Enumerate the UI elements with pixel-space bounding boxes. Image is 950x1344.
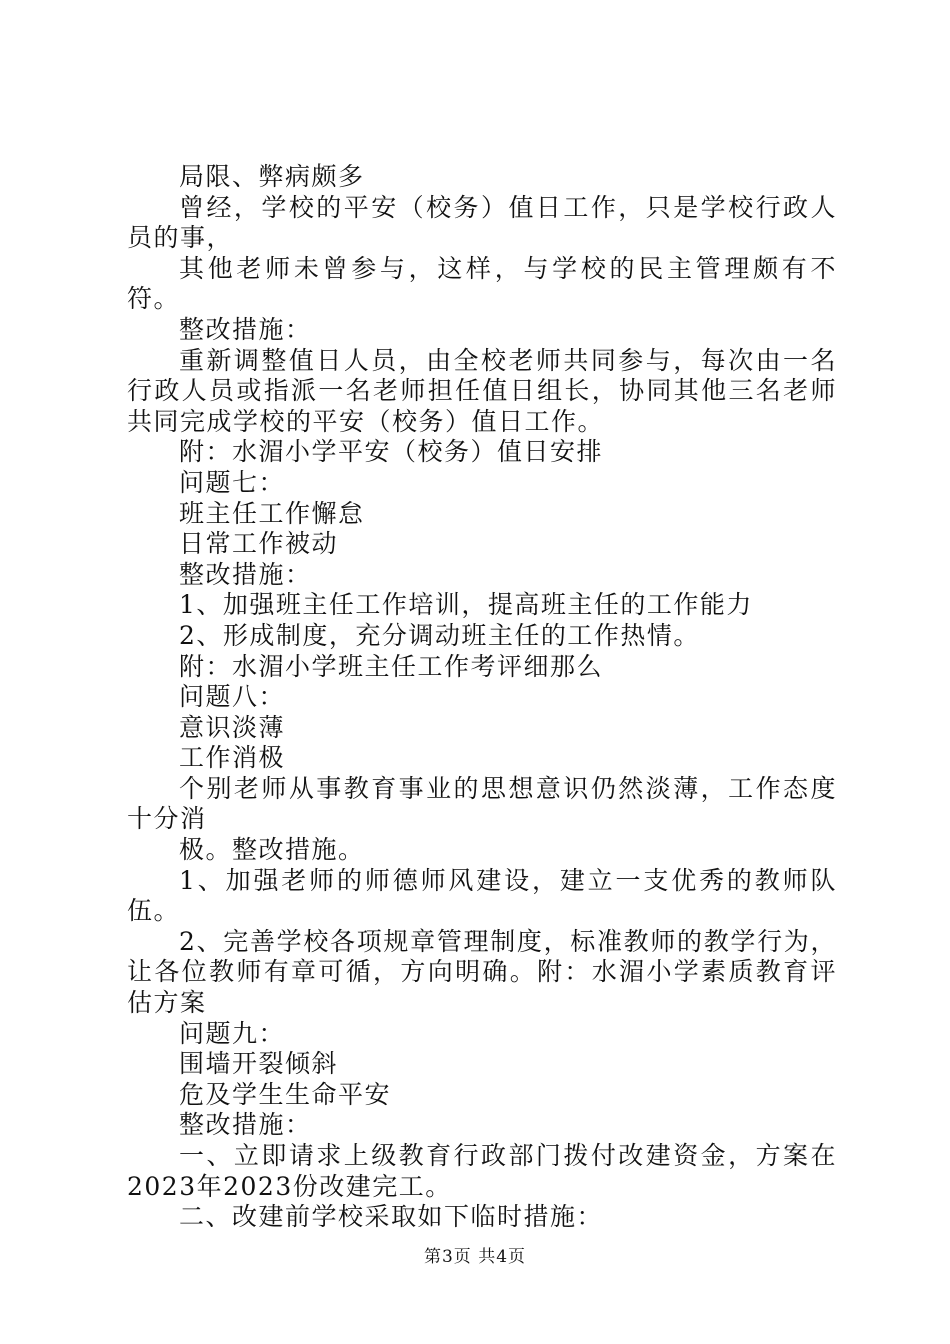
paragraph: 重新调整值日人员，由全校老师共同参与，每次由一名行政人员或指派一名老师担任值日组长，协同其他三名老师共同完成学校的平安（校务）值日工作。 — [127, 345, 837, 436]
paragraph: 班主任工作懈怠 — [179, 498, 365, 528]
paragraph: 问题九： — [179, 1018, 286, 1048]
paragraph: 1、加强班主任工作培训，提高班主任的工作能力 — [179, 590, 753, 620]
paragraph: 意识淡薄 — [179, 712, 286, 742]
paragraph: 曾经，学校的平安（校务）值日工作，只是学校行政人员的事， — [127, 192, 837, 253]
paragraph: 1、加强老师的师德师风建设，建立一支优秀的教师队伍。 — [127, 865, 837, 926]
paragraph: 其他老师未曾参与，这样，与学校的民主管理颇有不符。 — [127, 253, 837, 314]
page-number-footer: 第3页 共4页 — [423, 1247, 527, 1267]
paragraph: 个别老师从事教育事业的思想意识仍然淡薄，工作态度十分消 — [127, 773, 837, 834]
paragraph: 2、完善学校各项规章管理制度，标准教师的教学行为，让各位教师有章可循，方向明确。附：水湄小学素质教育评估方案 — [127, 926, 837, 1018]
paragraph: 附：水湄小学班主任工作考评细那么 — [179, 651, 604, 681]
paragraph: 2、形成制度，充分调动班主任的工作热情。 — [179, 620, 700, 650]
paragraph: 危及学生生命平安 — [179, 1079, 392, 1109]
paragraph: 日常工作被动 — [179, 529, 339, 559]
paragraph: 问题七： — [179, 467, 286, 497]
paragraph: 整改措施： — [179, 1110, 312, 1140]
paragraph: 问题八： — [179, 682, 286, 712]
document-body — [127, 162, 837, 1233]
paragraph: 附：水湄小学平安（校务）值日安排 — [179, 437, 604, 467]
paragraph: 整改措施： — [179, 314, 312, 344]
paragraph: 极。整改措施。 — [179, 835, 365, 865]
paragraph: 二、改建前学校采取如下临时措施： — [179, 1202, 604, 1232]
paragraph: 工作消极 — [179, 743, 286, 773]
paragraph: 局限、弊病颇多 — [179, 162, 365, 191]
paragraph: 一、立即请求上级教育行政部门拨付改建资金，方案在2023年2023份改建完工。 — [127, 1141, 837, 1201]
paragraph: 整改措施： — [179, 559, 312, 589]
paragraph: 围墙开裂倾斜 — [179, 1049, 339, 1079]
